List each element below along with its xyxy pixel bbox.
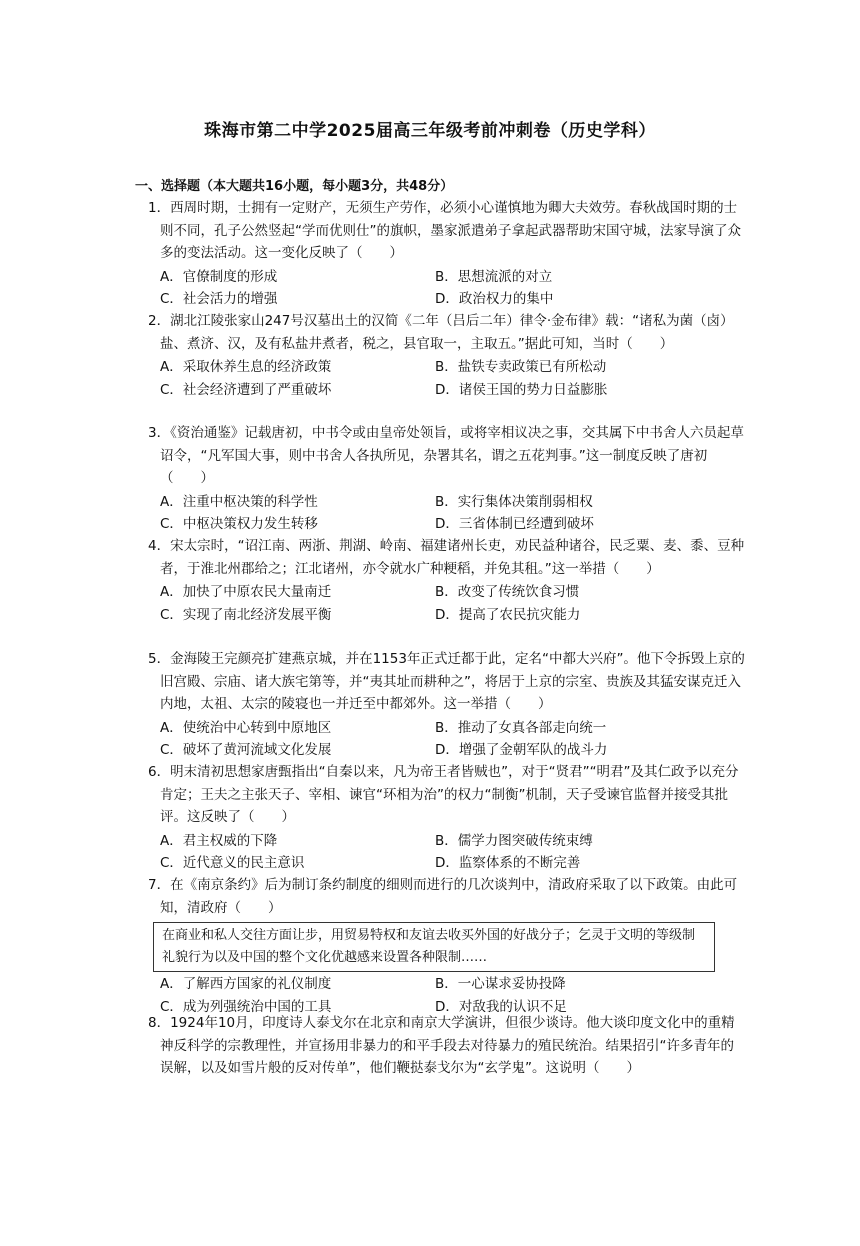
option-d: D．增强了金朝军队的战斗力 — [435, 742, 608, 758]
option-c: C．中枢决策权力发生转移 — [160, 516, 318, 532]
question-1 — [135, 197, 745, 311]
question-number: 5 — [148, 651, 157, 667]
options — [135, 356, 745, 401]
option-b: B．改变了传统饮食习惯 — [435, 584, 580, 600]
option-a: A．加快了中原农民大量南迁 — [160, 584, 332, 600]
option-d: D．监察体系的不断完善 — [435, 855, 581, 871]
option-a: A．采取休养生息的经济政策 — [160, 359, 332, 375]
question-stem: ．西周时期，士拥有一定财产，无须生产劳作，必须小心谨慎地为卿大夫效劳。春秋战国时期的士则不同，孔子公然竖起“学而优则仕”的旗帜，墨家派遣弟子拿起武器帮助宋国守城，法家导演了众多的变法活动。这一变化反映了（ ） — [156, 200, 741, 261]
options — [135, 717, 745, 762]
question-stem: ．金海陵王完颜亮扩建燕京城，并在1153年正式迁都于此，定名“中都大兴府”。他下令拆毁上京的旧宫殿、宗庙、诸大族宅第等，并“夷其址而耕种之”，将居于上京的宗室、贵族及其猛安谋克迁入内地，太祖、太宗的陵寝也一并迁至中都郊外。这一举措（ ） — [156, 651, 745, 712]
question-number: 4 — [148, 538, 157, 554]
option-d: D．政治权力的集中 — [435, 291, 554, 307]
option-d: D．对敌我的认识不足 — [435, 998, 567, 1015]
options — [135, 266, 745, 311]
option-a: A．君主权威的下降 — [160, 832, 278, 849]
option-c: C．成为列强统治中国的工具 — [160, 998, 332, 1015]
section-heading: 一、选择题（本大题共16小题，每小题3分，共48分） — [135, 179, 454, 194]
option-a: A．使统治中心转到中原地区 — [160, 719, 332, 736]
question-number: 3 — [148, 425, 157, 441]
page-title: 珠海市第二中学2025届高三年级考前冲刺卷（历史学科） — [204, 121, 656, 141]
question-stem: ．湖北江陵张家山247号汉墓出土的汉简《二年（吕后二年）律令·金布律》载：“诸私为菌（卤）盐、煮济、汉，及有私盐井煮者，税之，县官取一，主取五。”据此可知，当时（ ） — [156, 313, 734, 352]
question-number: 6 — [148, 764, 157, 780]
question-4 — [135, 535, 745, 626]
option-b: B．儒学力图突破传统束缚 — [435, 832, 593, 849]
options — [135, 830, 745, 875]
option-d: D．三省体制已经遭到破坏 — [435, 516, 594, 532]
question-6 — [135, 761, 745, 875]
option-c: C．近代意义的民主意识 — [160, 855, 305, 871]
option-a: A．注重中枢决策的科学性 — [160, 493, 318, 510]
option-a: A．官僚制度的形成 — [160, 268, 278, 285]
question-stem: ．1924年10月，印度诗人泰戈尔在北京和南京大学演讲，但很少谈诗。他大谈印度文化中的重精神反科学的宗教理性，并宣扬用非暴力的和平手段去对待暴力的殖民统治。结果招引“许多青年的误解，以及如雪片般的反对传单”，他们鞭挞泰戈尔为“玄学鬼”。这说明（ ） — [156, 1015, 735, 1076]
question-8 — [135, 1012, 745, 1080]
question-3 — [135, 422, 745, 536]
question-2 — [135, 310, 745, 401]
question-stem: ．宋太宗时，“诏江南、两浙、荆湖、岭南、福建诸州长吏，劝民益种诸谷，民乏粟、麦、黍、豆种者，于淮北州郡给之；江北诸州，亦令就水广种粳稻，并免其租。”这一举措（ ） — [156, 538, 745, 577]
question-stem: ．在《南京条约》后为制订条约制度的细则而进行的几次谈判中，清政府采取了以下政策。由此可知，清政府（ ） — [156, 877, 738, 916]
question-number: 8 — [148, 1015, 157, 1031]
question-number: 1 — [148, 200, 157, 216]
question-stem: ．明末清初思想家唐甄指出“自秦以来，凡为帝王者皆贼也”，对于“贤君”“明君”及其仁政予以充分肯定；王夫之主张天子、宰相、谏官“环相为治”的权力“制衡”机制，天子受谏官监督并接受其批评。这反映了（ ） — [156, 764, 739, 825]
question-stem: ．《资治通鉴》记载唐初，中书令或由皇帝处领旨，或将宰相议决之事，交其属下中书舍人六员起草诏令，“凡军国大事，则中书舍人各执所见，杂署其名，谓之五花判事。”这一制度反映了唐初（ ） — [156, 425, 744, 486]
question-number: 2 — [148, 313, 157, 329]
option-c: C．社会经济遭到了严重破坏 — [160, 381, 332, 398]
options — [135, 581, 745, 626]
option-b: B．思想流派的对立 — [435, 268, 553, 285]
option-c: C．破坏了黄河流域文化发展 — [160, 742, 332, 758]
question-number: 7 — [148, 877, 157, 893]
option-a: A．了解西方国家的礼仪制度 — [160, 976, 332, 992]
options — [135, 491, 745, 536]
option-b: B．实行集体决策削弱相权 — [435, 493, 593, 510]
option-b: B．一心谋求妥协投降 — [435, 976, 566, 992]
option-c: C．社会活力的增强 — [160, 291, 278, 307]
option-d: D．提高了农民抗灾能力 — [435, 606, 581, 623]
question-7 — [135, 874, 745, 1018]
option-b: B．推动了女真各部走向统一 — [435, 719, 607, 736]
option-c: C．实现了南北经济发展平衡 — [160, 606, 332, 623]
question-5 — [135, 648, 745, 762]
source-quote-box: 在商业和私人交往方面让步，用贸易特权和友谊去收买外国的好战分子；乞灵于文明的等级制礼貌行为以及中国的整个文化优越感来设置各种限制…… — [153, 922, 715, 972]
option-b: B．盐铁专卖政策已有所松动 — [435, 359, 607, 375]
option-d: D．诸侯王国的势力日益膨胀 — [435, 381, 608, 398]
